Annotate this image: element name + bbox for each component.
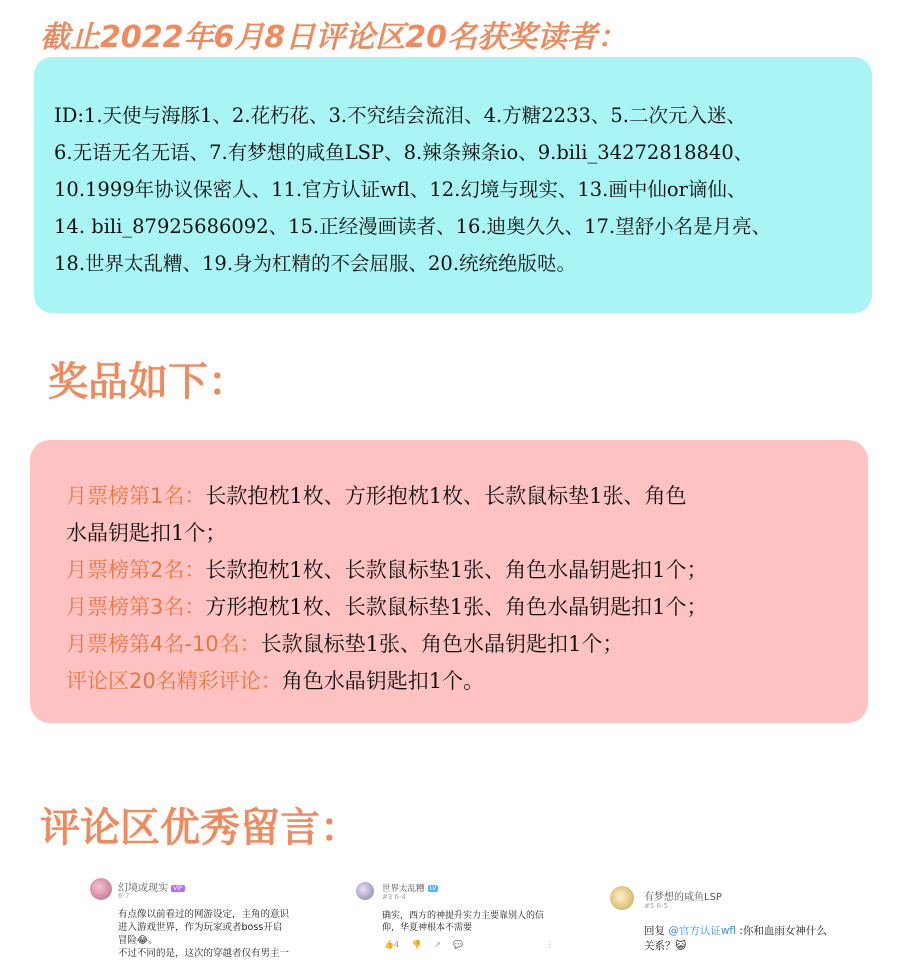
comment-card [86,868,296,960]
avatar[interactable] [610,886,634,910]
username[interactable]: 幻境或现实 [118,883,168,894]
avatar[interactable] [90,878,112,900]
like-count: 4 [393,940,400,949]
share-icon[interactable]: ↗ [434,940,441,949]
prize-label: 评论区20名精彩评论： [66,669,282,693]
prize-label: 月票榜第3名： [66,595,206,619]
winners-line: 18.世界太乱糟、19.身为杠精的不会屈服、20.统统绝版哒。 [54,252,577,275]
vip-badge: VIP [173,884,183,892]
level-badge: LV [429,885,437,892]
prize-text: 长款抱枕1枚、方形抱枕1枚、长款鼠标垫1张、角色 [205,484,687,508]
cutoff-heading: 截止2022年6月8日评论区20名获奖读者： [40,20,627,55]
comment-line: 不过不同的是，这次的穿越者仅有男主一 [118,948,290,959]
reply-text: :你和血雨女神什么 [736,925,827,937]
avatar[interactable] [356,882,374,900]
prize-text: 角色水晶钥匙扣1个。 [281,669,485,693]
prize-text: 长款鼠标垫1张、角色水晶钥匙扣1个； [260,632,624,656]
prize-row [66,478,707,515]
prize-text: 长款抱枕1枚、长款鼠标垫1张、角色水晶钥匙扣1个； [205,558,708,582]
prize-row [66,663,707,700]
comment-text [118,908,289,960]
more-icon[interactable]: ⋮ [545,940,554,949]
prize-row [66,552,707,589]
comment-line: 关系？😺 [644,940,687,952]
comment-card [352,876,552,960]
mention-link[interactable]: @官方认证wfl [668,925,737,937]
reply-icon[interactable]: 💬 [453,940,464,949]
comment-line: 进入游戏世界，作为玩家或者boss开启 [118,922,283,933]
prize-row [66,589,707,626]
comments-heading: 评论区优秀留言： [40,805,360,851]
prizes-heading: 奖品如下： [48,359,248,405]
dislike-icon[interactable]: 👎 [411,940,422,949]
prize-label: 月票榜第4名-10名： [66,632,261,656]
comment-text [644,924,827,954]
prize-label: 月票榜第2名： [66,558,206,582]
comment-meta: #5 6-5 [644,902,668,910]
winners-line: 6.无语无名无语、7.有梦想的咸鱼LSP、8.辣条辣条io、9.bili_34272818840、 [54,141,754,164]
comment-user[interactable]: 有梦想的咸鱼LSP [644,892,722,903]
prizes-list [66,478,707,700]
winners-line: 14. bili_87925686092、15.正经漫画读者、16.迪奥久久、17.望舒小名是月亮、 [54,215,772,238]
prize-row [66,626,707,663]
comment-line: 确实，西方的神提升实力主要靠别人的信 [382,911,545,921]
winners-line: ID:1.天使与海豚1、2.花朽花、3.不究结会流泪、4.方糖2233、5.二次元入迷、 [54,104,746,127]
like-icon[interactable]: 👍 [384,940,394,949]
comment-line: 仰，华夏神根本不需要 [382,923,473,933]
winners-list [54,97,771,282]
reply-prefix: 回复 [644,925,669,937]
prize-label: 月票榜第1名： [66,484,206,508]
prize-text: 方形抱枕1枚、长款鼠标垫1张、角色水晶钥匙扣1个； [205,595,708,619]
comment-line: 冒险😂。 [118,935,158,946]
comment-text [382,910,544,934]
comment-line [644,924,827,939]
comment-meta: 6-7 [118,892,130,900]
comment-card [606,876,846,960]
comment-actions [384,940,554,949]
prize-row-continued: 水晶钥匙扣1个； [66,521,227,545]
comment-line: 有点像以前看过的网游设定，主角的意识 [118,909,290,920]
comment-meta: #3 6-4 [382,893,406,901]
username[interactable]: 世界太乱糟 [382,884,425,894]
winners-line: 10.1999年协议保密人、11.官方认证wfl、12.幻境与现实、13.画中仙or谪仙、 [54,178,747,201]
